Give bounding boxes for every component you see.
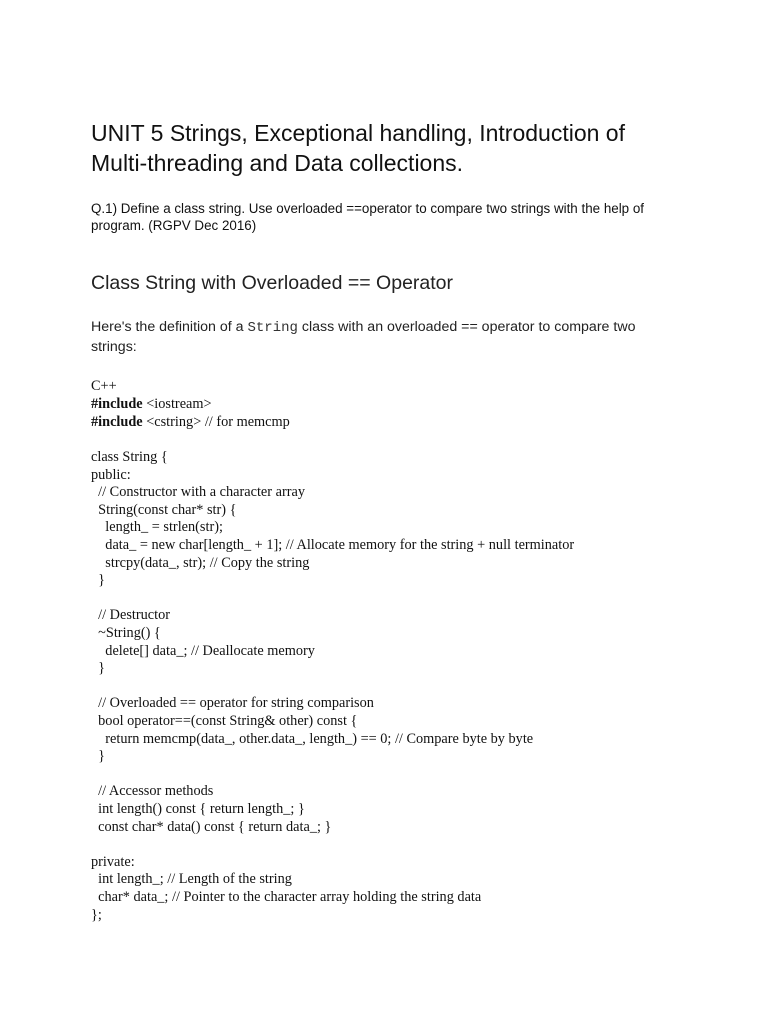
code-line: ~String() { (91, 625, 161, 641)
code-line: char* data_; // Pointer to the character array holding the string data (91, 889, 482, 905)
unit-title-line-1: UNIT 5 Strings, Exceptional handling, Introduction of (91, 120, 625, 146)
code-line: int length() const { return length_; } (91, 801, 305, 817)
section-heading: Class String with Overloaded == Operator (91, 272, 454, 294)
code-line: return memcmp(data_, other.data_, length_) == 0; // Compare byte by byte (91, 730, 534, 747)
code-line: delete[] data_; // Deallocate memory (91, 642, 315, 659)
include-target: <iostream> (142, 396, 212, 412)
include-target: <cstring> // for memcmp (142, 414, 290, 430)
code-line: int length_; // Length of the string (91, 871, 292, 888)
code-line: // Destructor (91, 607, 171, 624)
code-line: const char* data() const { return data_; } (91, 818, 332, 835)
code-line: private: (91, 853, 135, 870)
code-line: } (91, 748, 106, 765)
intro-text-after: class with an overloaded == operator to compare two (297, 319, 636, 335)
code-line: data_ = new char[length_ + 1]; // Allocate memory for the string + null terminator (91, 537, 575, 553)
code-line: public: (91, 466, 131, 483)
code-line: bool operator==(const String& other) const { (91, 713, 358, 729)
code-line: strcpy(data_, str); // Copy the string (91, 554, 310, 571)
code-line: // Accessor methods (91, 783, 214, 800)
intro-line-2: strings: (91, 339, 137, 355)
question-line-1: Q.1) Define a class string. Use overloaded ==operator to compare two strings with the help of (91, 201, 645, 216)
code-line: }; (91, 906, 102, 923)
include-keyword: #include (91, 396, 143, 412)
code-line: } (91, 660, 106, 677)
intro-paragraph (91, 318, 711, 357)
unit-title-line-2: Multi-threading and Data collections. (91, 150, 464, 176)
code-line: // Overloaded == operator for string comparison (91, 695, 374, 712)
question-line-2: program. (RGPV Dec 2016) (91, 218, 257, 233)
code-line: class String { (91, 449, 168, 465)
unit-title (91, 118, 731, 178)
question-text (91, 200, 711, 234)
code-include-iostream (91, 395, 212, 413)
intro-text-before: Here's the definition of a (91, 319, 248, 335)
code-include-cstring (91, 413, 290, 431)
code-line: String(const char* str) { (91, 501, 237, 518)
intro-line-1 (91, 318, 711, 338)
intro-inline-code: String (247, 320, 298, 336)
code-language-label: C++ (91, 378, 117, 394)
include-keyword: #include (91, 414, 143, 430)
code-line: } (91, 572, 106, 589)
code-line: length_ = strlen(str); (91, 519, 223, 536)
code-line: // Constructor with a character array (91, 484, 305, 501)
